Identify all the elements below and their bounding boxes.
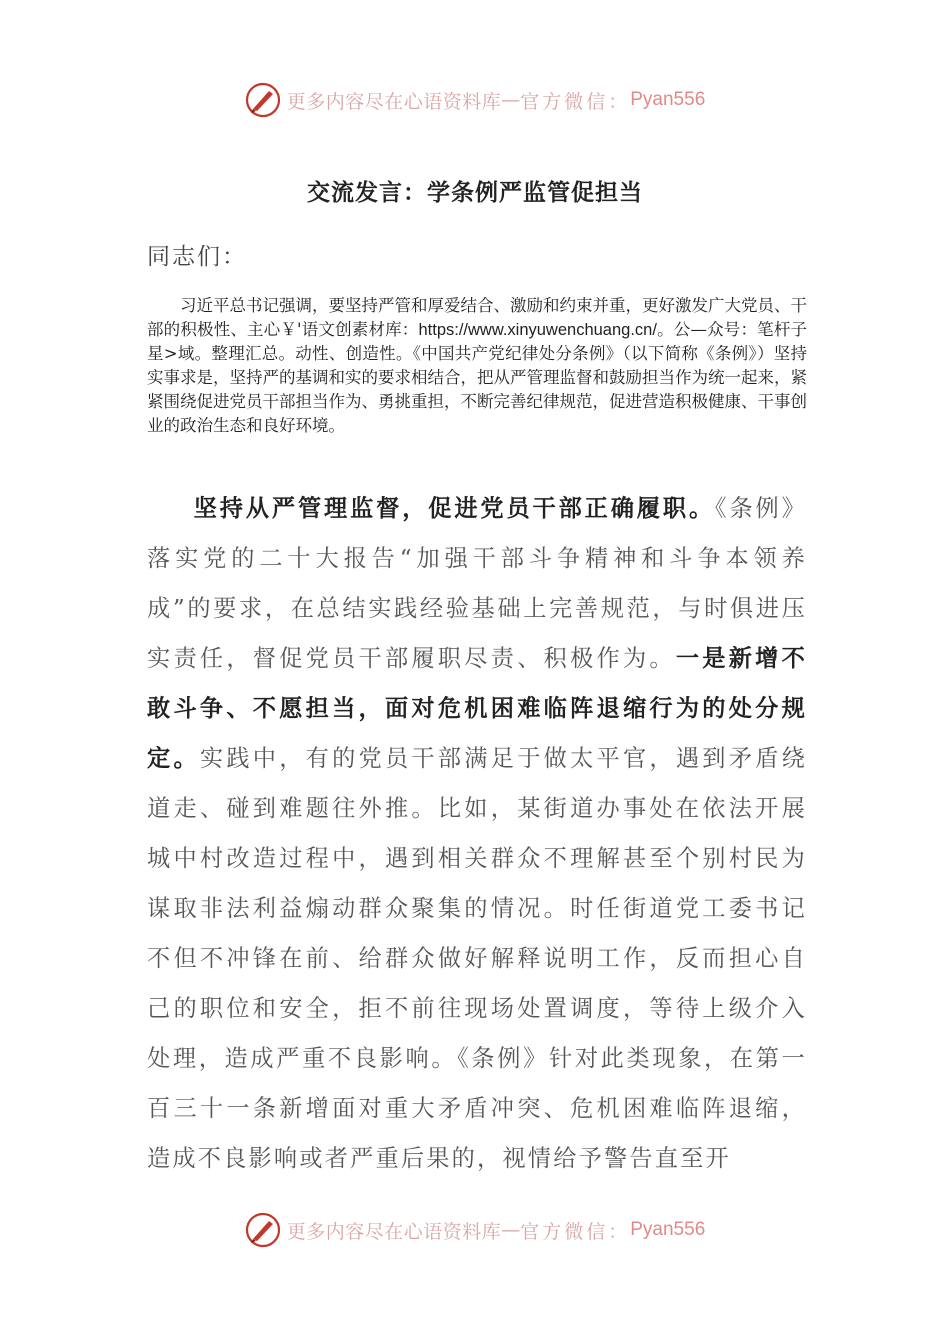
intro-text-a: 习近平总书记强调，要坚持严管和厚爱结合、激励和约束并重，更好激发广大党员、干部的积极性、主心￥'语文创素材库： <box>147 296 807 339</box>
intro-text-b: 。公—众号：笔杆子星>域。整理汇总。动性、创造性。《中国共产党纪律处分条例》（以下简称《条例》）坚持实事求是，坚持严的基调和实的要求相结合，把从严管理监督和鼓励担当作为统一起来，紧紧围绕促进党员干部担当作为、勇挑重担，不断完善纪律规范，促进营造积极健康、干事创业的政治生态和良好环境。 <box>147 320 807 435</box>
banner-wechat-id: Pyan556 <box>630 89 706 110</box>
banner-text: 更多内容尽在心语资料库 <box>286 1220 502 1243</box>
header-banner <box>0 80 950 120</box>
body-text-a: 《条例》落实党的二十大报告“加强干部斗争精神和斗争本领养成”的要求，在总结实践经验基础上完善规范，与时俱进压实责任，督促党员干部履职尽责、积极作为。 <box>147 495 808 672</box>
salutation: 同志们： <box>147 244 247 270</box>
section-heading: 坚持从严管理监督，促进党员干部正确履职。 <box>193 495 716 522</box>
document-title: 交流发言：学条例严监管促担当 <box>307 179 643 206</box>
banner-wechat-label: 官方微信： <box>520 1220 631 1243</box>
banner-wechat-id: Pyan556 <box>630 1219 706 1240</box>
pen-logo-icon <box>245 82 281 118</box>
body-bold-point: 一是新增不敢斗争、不愿担当，面对危机困难临阵退缩行为的处分规定。 <box>147 645 807 772</box>
banner-dash: — <box>501 1219 521 1241</box>
pen-logo-icon <box>245 1212 281 1248</box>
footer-banner <box>0 1210 950 1250</box>
banner-wechat-label: 官方微信： <box>520 90 631 113</box>
intro-url: https://www.xinyuwenchuang.cn/ <box>418 321 657 339</box>
banner-text: 更多内容尽在心语资料库 <box>286 90 502 113</box>
body-text-c: 实践中，有的党员干部满足于做太平官，遇到矛盾绕道走、碰到难题往外推。比如，某街道办事处在依法开展城中村改造过程中，遇到相关群众不理解甚至个别村民为谋取非法利益煽动群众聚集的情况。时任街道党工委书记不但不冲锋在前、给群众做好解释说明工作，反而担心自己的职位和安全，拒不前往现场处置调度，等待上级介入处理，造成严重不良影响。《条例》针对此类现象，在第一百三十一条新增面对重大矛盾冲突、危机困难临阵退缩，造成不良影响或者严重后果的，视情给予警告直至开 <box>147 745 807 1172</box>
body-paragraph <box>147 484 807 1184</box>
banner-dash: — <box>501 89 521 111</box>
intro-paragraph <box>147 294 807 438</box>
